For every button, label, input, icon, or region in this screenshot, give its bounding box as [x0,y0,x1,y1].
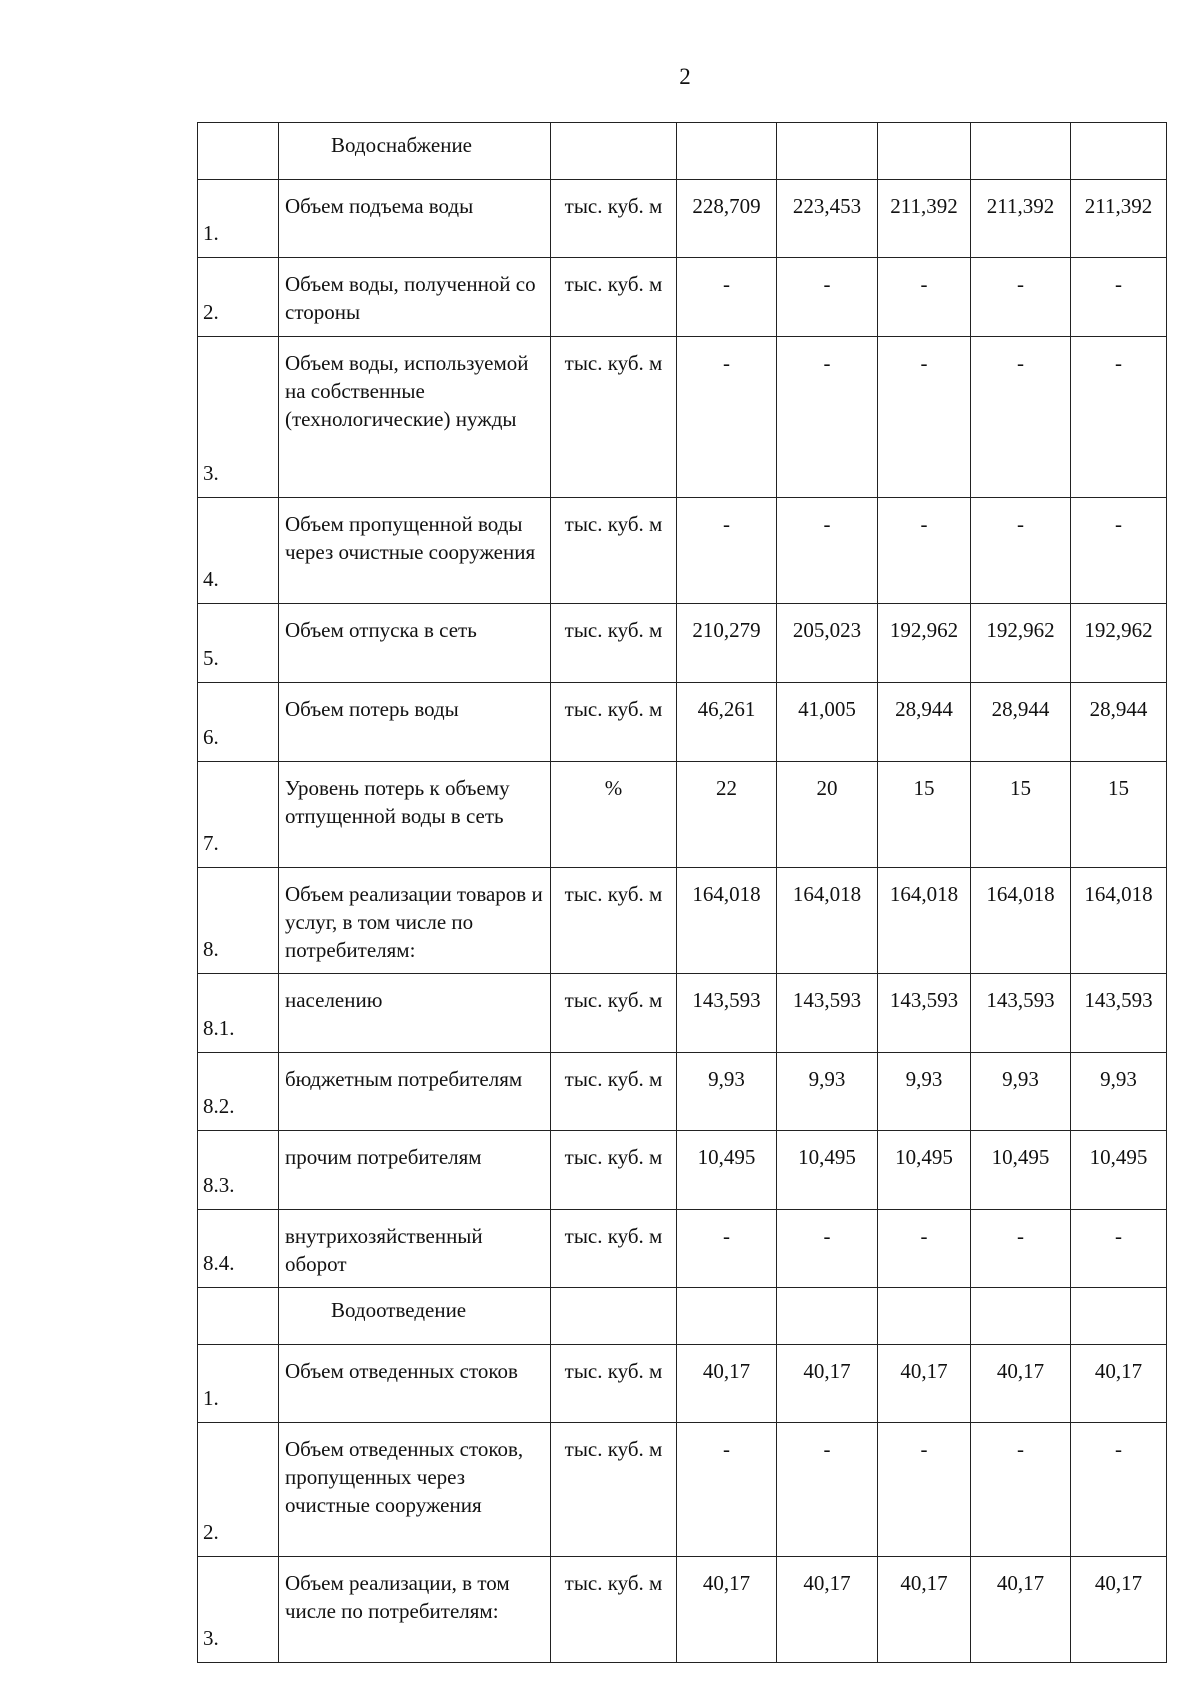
row-number-cell [198,337,279,498]
table-row [198,180,1167,258]
value-cell: 211,392 [878,180,971,258]
value-cell: 40,17 [777,1557,878,1663]
value-cell: 143,593 [971,974,1071,1053]
section-empty-cell [971,123,1071,180]
value-cell: 40,17 [777,1345,878,1423]
unit-cell: тыс. куб. м [551,868,677,974]
table-row [198,258,1167,337]
value-cell: 10,495 [971,1131,1071,1210]
section-title: Водоснабжение [279,123,551,180]
value-cell: 228,709 [677,180,777,258]
unit-cell: тыс. куб. м [551,604,677,683]
row-number: 3. [203,461,219,485]
value-cell: 40,17 [971,1557,1071,1663]
value-cell: 164,018 [878,868,971,974]
indicator-name: Объем реализации товаров и услуг, в том числе по потребителям: [279,868,551,974]
value-cell: 210,279 [677,604,777,683]
indicator-name: Уровень потерь к объему отпущенной воды в сеть [279,762,551,868]
row-number: 6. [203,725,219,749]
value-cell: 28,944 [971,683,1071,762]
section-empty-cell [878,1288,971,1345]
value-cell: 15 [971,762,1071,868]
value-cell: 41,005 [777,683,878,762]
section-empty-cell [971,1288,1071,1345]
table-body [198,123,1167,1663]
value-cell: 143,593 [1071,974,1167,1053]
indicator-name: прочим потребителям [279,1131,551,1210]
value-cell: 164,018 [971,868,1071,974]
row-number: 3. [203,1626,219,1650]
section-empty-cell [198,1288,279,1345]
row-number: 8.2. [203,1094,235,1118]
table-row [198,337,1167,498]
value-cell: - [1071,1210,1167,1288]
unit-cell: тыс. куб. м [551,180,677,258]
value-cell: - [777,337,878,498]
value-cell: 164,018 [677,868,777,974]
section-empty-cell [777,123,878,180]
row-number-cell [198,683,279,762]
value-cell: - [878,1423,971,1557]
table-row [198,1131,1167,1210]
unit-cell: тыс. куб. м [551,498,677,604]
row-number-cell [198,1053,279,1131]
row-number-cell [198,1423,279,1557]
row-number: 7. [203,831,219,855]
value-cell: 15 [878,762,971,868]
row-number-cell [198,1131,279,1210]
section-empty-cell [777,1288,878,1345]
unit-cell: тыс. куб. м [551,1210,677,1288]
unit-cell: тыс. куб. м [551,1053,677,1131]
row-number: 8.3. [203,1173,235,1197]
indicator-name: Объем воды, полученной со стороны [279,258,551,337]
value-cell: - [1071,258,1167,337]
indicator-name: Объем отведенных стоков [279,1345,551,1423]
row-number: 4. [203,567,219,591]
indicator-name: Объем воды, используемой на собственные (технологические) нужды [279,337,551,498]
value-cell: 40,17 [878,1557,971,1663]
row-number: 2. [203,1520,219,1544]
value-cell: 22 [677,762,777,868]
unit-cell: % [551,762,677,868]
indicator-name: Объем пропущенной воды через очистные сооружения [279,498,551,604]
value-cell: - [677,258,777,337]
section-empty-cell [551,123,677,180]
indicator-name: внутрихозяйственный оборот [279,1210,551,1288]
value-cell: 20 [777,762,878,868]
value-cell: 40,17 [677,1345,777,1423]
table-row [198,974,1167,1053]
page-number: 2 [679,64,691,89]
row-number: 5. [203,646,219,670]
row-number-cell [198,762,279,868]
row-number-cell [198,258,279,337]
value-cell: - [777,498,878,604]
value-cell: 40,17 [1071,1557,1167,1663]
unit-cell: тыс. куб. м [551,1345,677,1423]
row-number: 8.4. [203,1251,235,1275]
indicators-table [197,122,1167,1663]
value-cell: - [971,337,1071,498]
row-number: 1. [203,221,219,245]
indicator-name: Объем потерь воды [279,683,551,762]
value-cell: 9,93 [878,1053,971,1131]
value-cell: 9,93 [777,1053,878,1131]
value-cell: - [971,1210,1071,1288]
value-cell: - [1071,337,1167,498]
value-cell: 40,17 [677,1557,777,1663]
value-cell: 9,93 [677,1053,777,1131]
value-cell: 192,962 [971,604,1071,683]
value-cell: 10,495 [777,1131,878,1210]
indicator-name: Объем реализации, в том числе по потребителям: [279,1557,551,1663]
value-cell: - [777,1423,878,1557]
unit-cell: тыс. куб. м [551,683,677,762]
value-cell: - [971,498,1071,604]
value-cell: - [971,258,1071,337]
value-cell: 10,495 [878,1131,971,1210]
section-empty-cell [878,123,971,180]
table-row [198,762,1167,868]
row-number-cell [198,868,279,974]
value-cell: - [677,337,777,498]
value-cell: - [1071,1423,1167,1557]
table-row [198,1210,1167,1288]
row-number-cell [198,1345,279,1423]
row-number-cell [198,498,279,604]
table-row [198,1423,1167,1557]
value-cell: 28,944 [1071,683,1167,762]
value-cell: 9,93 [1071,1053,1167,1131]
section-empty-cell [677,123,777,180]
value-cell: 143,593 [878,974,971,1053]
value-cell: 192,962 [878,604,971,683]
value-cell: 40,17 [1071,1345,1167,1423]
indicator-name: Объем отведенных стоков, пропущенных через очистные сооружения [279,1423,551,1557]
value-cell: 40,17 [878,1345,971,1423]
value-cell: 40,17 [971,1345,1071,1423]
row-number-cell [198,1210,279,1288]
table-row [198,1053,1167,1131]
unit-cell: тыс. куб. м [551,974,677,1053]
indicator-name: Объем подъема воды [279,180,551,258]
table-row [198,868,1167,974]
value-cell: - [677,498,777,604]
value-cell: 223,453 [777,180,878,258]
table-row [198,1557,1167,1663]
section-header-row [198,123,1167,180]
section-empty-cell [677,1288,777,1345]
row-number: 1. [203,1386,219,1410]
value-cell: - [677,1423,777,1557]
section-title: Водоотведение [279,1288,551,1345]
value-cell: - [878,337,971,498]
table-row [198,1345,1167,1423]
table-row [198,498,1167,604]
row-number-cell [198,604,279,683]
value-cell: 10,495 [1071,1131,1167,1210]
value-cell: 46,261 [677,683,777,762]
value-cell: 15 [1071,762,1167,868]
section-empty-cell [551,1288,677,1345]
value-cell: 211,392 [971,180,1071,258]
value-cell: 10,495 [677,1131,777,1210]
unit-cell: тыс. куб. м [551,337,677,498]
indicator-name: населению [279,974,551,1053]
value-cell: - [878,498,971,604]
value-cell: 143,593 [677,974,777,1053]
section-empty-cell [198,123,279,180]
row-number: 8. [203,937,219,961]
value-cell: - [777,258,878,337]
unit-cell: тыс. куб. м [551,258,677,337]
section-empty-cell [1071,1288,1167,1345]
row-number-cell [198,974,279,1053]
row-number: 8.1. [203,1016,235,1040]
table-row [198,604,1167,683]
row-number: 2. [203,300,219,324]
value-cell: - [1071,498,1167,604]
value-cell: 192,962 [1071,604,1167,683]
unit-cell: тыс. куб. м [551,1131,677,1210]
value-cell: - [971,1423,1071,1557]
value-cell: - [677,1210,777,1288]
indicator-name: Объем отпуска в сеть [279,604,551,683]
value-cell: 211,392 [1071,180,1167,258]
table-row [198,683,1167,762]
value-cell: 28,944 [878,683,971,762]
value-cell: 205,023 [777,604,878,683]
row-number-cell [198,180,279,258]
value-cell: - [878,258,971,337]
value-cell: 164,018 [1071,868,1167,974]
section-header-row [198,1288,1167,1345]
value-cell: - [878,1210,971,1288]
unit-cell: тыс. куб. м [551,1557,677,1663]
value-cell: 9,93 [971,1053,1071,1131]
row-number-cell [198,1557,279,1663]
value-cell: - [777,1210,878,1288]
indicator-name: бюджетным потребителям [279,1053,551,1131]
value-cell: 143,593 [777,974,878,1053]
section-empty-cell [1071,123,1167,180]
unit-cell: тыс. куб. м [551,1423,677,1557]
value-cell: 164,018 [777,868,878,974]
